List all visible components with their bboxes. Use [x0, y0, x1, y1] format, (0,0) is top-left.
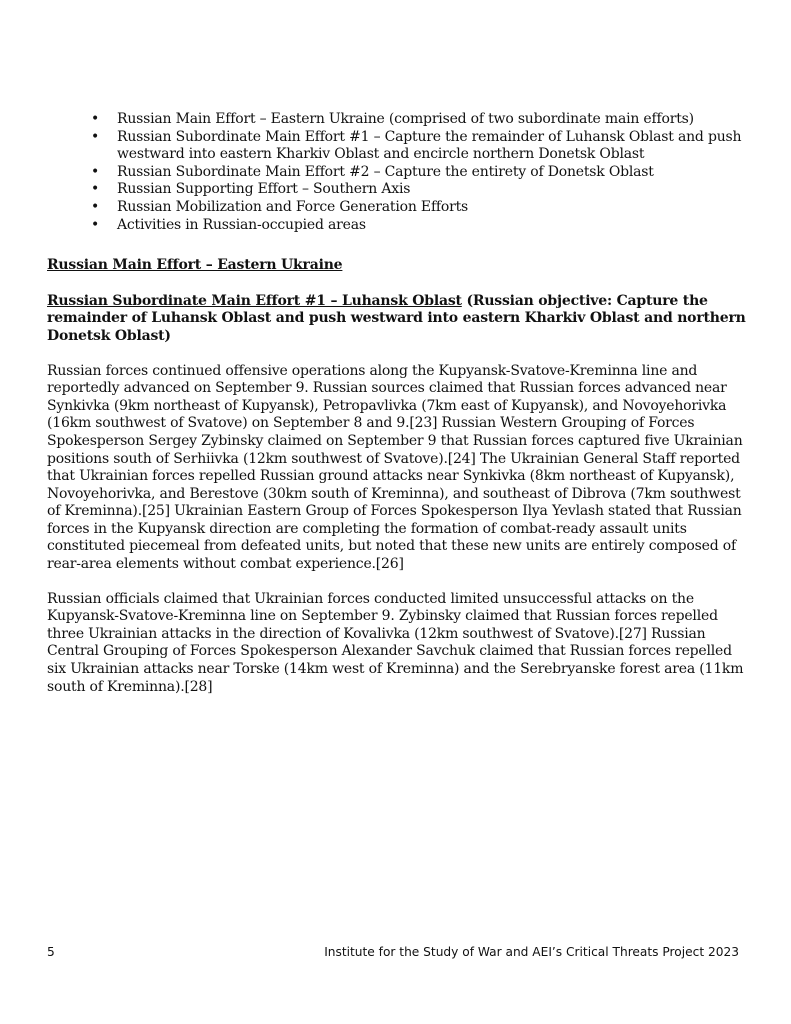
section-heading: Russian Main Effort – Eastern Ukraine: [47, 257, 343, 274]
list-item: • Russian Supporting Effort – Southern Axis: [47, 181, 747, 199]
list-item: • Activities in Russian-occupied areas: [47, 217, 747, 235]
subsection-heading-objective: (Russian objective: Capture the remainder of Luhansk Oblast and push westward into eastern Kharkiv Oblast and northern Donetsk Oblast): [47, 292, 746, 344]
footer-credit: Institute for the Study of War and AEI’s Critical Threats Project 2023: [324, 945, 739, 959]
page-number: 5: [47, 945, 55, 959]
body-paragraph: Russian officials claimed that Ukrainian forces conducted limited unsuccessful attacks on the Kupyansk-Svatove-Kreminna line on September 9. Zybinsky claimed that Russian forces repelled three Ukrainian attacks in the direction of Kovalivka (12km southwest of Svatove).[27] Russian Central Grouping of Forces Spokesperson Alexander Savchuk claimed that Russian forces repelled six Ukrainian attacks near Torske (14km west of Kreminna) and the Serebryanske forest area (11km south of Kreminna).[28]: [47, 590, 744, 695]
list-item: • Russian Subordinate Main Effort #1 – Capture the remainder of Luhansk Oblast and push westward into eastern Kharkiv Oblast and encircle northern Donetsk Oblast: [47, 129, 747, 164]
document-body: [47, 111, 747, 696]
subsection-heading-title: Russian Subordinate Main Effort #1 – Luhansk Oblast: [47, 292, 462, 309]
body-paragraph: Russian forces continued offensive operations along the Kupyansk-Svatove-Kreminna line and reportedly advanced on September 9. Russian sources claimed that Russian forces advanced near Synkivka (9km northeast of Kupyansk), Petropavlivka (7km east of Kupyansk), and Novoyehorivka (16km southwest of Svatove) on September 8 and 9.[23] Russian Western Grouping of Forces Spokesperson Sergey Zybinsky claimed on September 9 that Russian forces captured five Ukrainian positions south of Serhiivka (12km southwest of Svatove).[24] The Ukrainian General Staff reported that Ukrainian forces repelled Russian ground attacks near Synkivka (8km northeast of Kupyansk), Novoyehorivka, and Berestove (30km south of Kreminna), and southeast of Dibrova (7km southwest of Kreminna).[25] Ukrainian Eastern Group of Forces Spokesperson Ilya Yevlash stated that Russian forces in the Kupyansk direction are completing the formation of combat-ready assault units constituted piecemeal from defeated units, but noted that these new units are entirely composed of rear-area elements without combat experience.[26]: [47, 362, 743, 573]
report-outline-list: [47, 111, 747, 234]
list-item: • Russian Main Effort – Eastern Ukraine (comprised of two subordinate main efforts): [47, 111, 747, 129]
subsection-heading: [47, 293, 747, 346]
list-item: • Russian Subordinate Main Effort #2 – Capture the entirety of Donetsk Oblast: [47, 164, 747, 182]
list-item: • Russian Mobilization and Force Generation Efforts: [47, 199, 747, 217]
